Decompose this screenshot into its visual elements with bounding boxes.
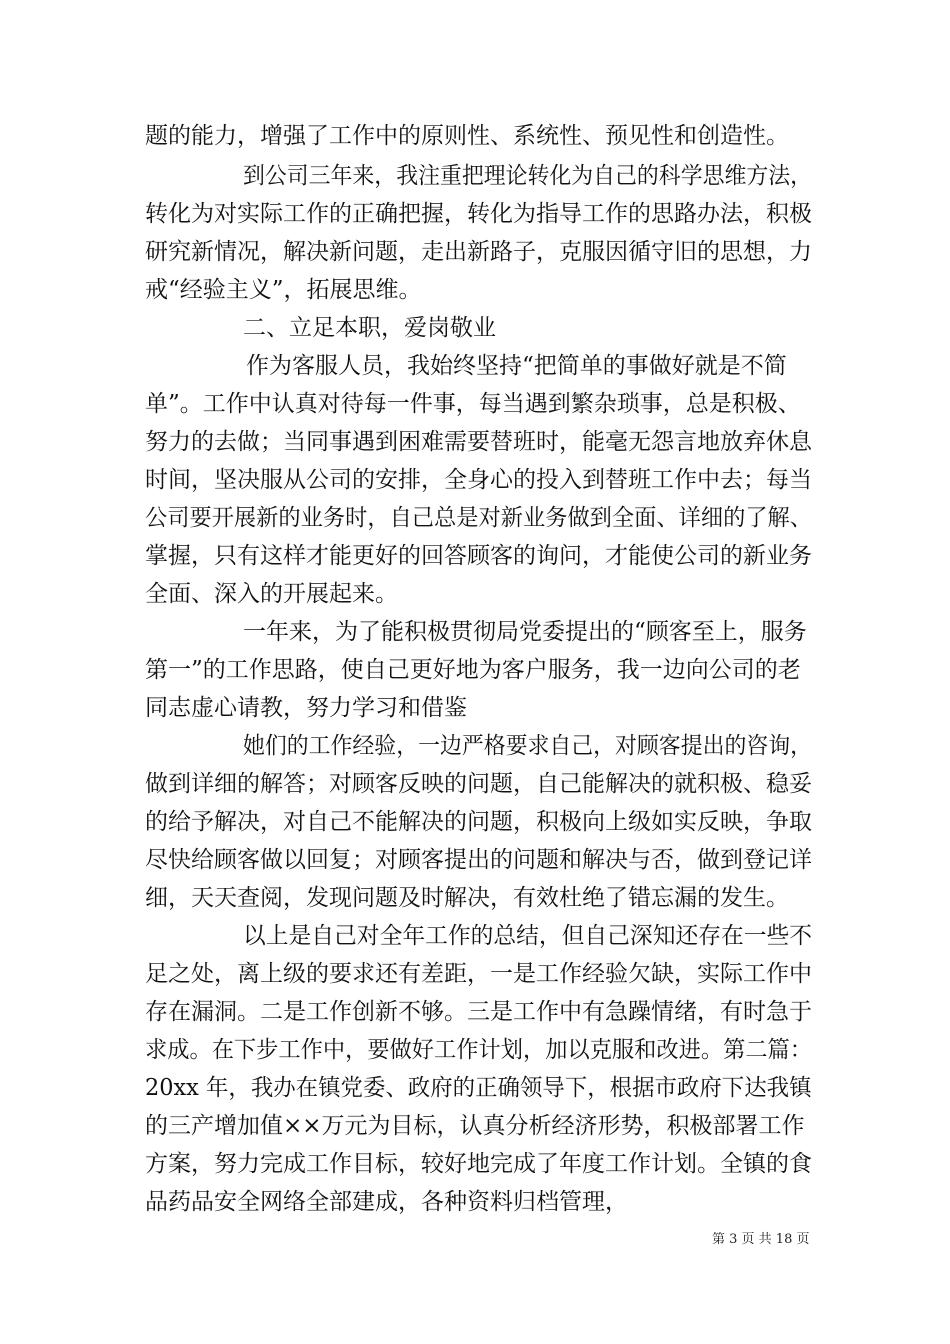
text-line: 单”。工作中认真对待每一件事，每当遇到繁杂琐事，总是积极、 [145,391,801,417]
text-line: 以上是自己对全年工作的总结，但自己深知还存在一些不 [243,923,813,949]
text-line: 20xx 年，我办在镇党委、政府的正确领导下，根据市政府下达我镇 [145,1075,812,1101]
text-line: 做到详细的解答；对顾客反映的问题，自己能解决的就积极、稳妥 [145,771,812,797]
page-number-footer: 第 3 页 共 18 页 [712,1232,810,1247]
text-line: 时间，坚决服从公司的安排，全身心的投入到替班工作中去；每当 [145,467,812,493]
text-line: 的给予解决，对自己不能解决的问题，积极向上级如实反映，争取 [145,809,812,835]
text-line: 求成。在下步工作中，要做好工作计划，加以克服和改进。第二篇： [145,1037,813,1063]
text-line: 她们的工作经验，一边严格要求自己，对顾客提出的咨询， [243,733,812,759]
text-line: 的三产增加值××万元为目标，认真分析经济形势，积极部署工作 [145,1113,805,1139]
text-line: 细，天天查阅，发现问题及时解决，有效杜绝了错忘漏的发生。 [145,885,789,911]
section-heading: 二、立足本职，爱岗敬业 [243,315,496,341]
text-line: 到公司三年来，我注重把理论转化为自己的科学思维方法， [243,163,812,189]
text-line: 存在漏洞。二是工作创新不够。三是工作中有急躁情绪，有时急于 [145,999,812,1025]
text-line: 公司要开展新的业务时，自己总是对新业务做到全面、详细的了解、 [145,505,813,531]
text-line: 品药品安全网络全部建成，各种资料归档管理， [145,1189,628,1215]
text-line: 题的能力，增强了工作中的原则性、系统性、预见性和创造性。 [145,123,789,149]
text-line: 尽快给顾客做以回复；对顾客提出的问题和解决与否，做到登记详 [145,847,812,873]
text-line: 足之处，离上级的要求还有差距，一是工作经验欠缺，实际工作中 [145,961,812,987]
text-line: 全面、深入的开展起来。 [145,581,398,607]
text-line: 方案，努力完成工作目标，较好地完成了年度工作计划。全镇的食 [145,1151,812,1177]
text-line: 转化为对实际工作的正确把握，转化为指导工作的思路办法，积极 [145,201,812,227]
text-line: 第一”的工作思路，使自己更好地为客户服务，我一边向公司的老 [145,657,801,683]
text-line: 同志虚心请教，努力学习和借鉴 [145,695,467,721]
text-line: 戒“经验主义”，拓展思维。 [145,277,422,303]
text-line: 作为客服人员，我始终坚持“把简单的事做好就是不简 [246,353,787,379]
text-line: 研究新情况，解决新问题，走出新路子，克服因循守旧的思想，力 [145,239,812,265]
text-line: 一年来，为了能积极贯彻局党委提出的“顾客至上，服务 [243,619,807,645]
text-line: 掌握，只有这样才能更好的回答顾客的询问，才能使公司的新业务 [145,543,812,569]
text-line: 努力的去做；当同事遇到困难需要替班时，能毫无怨言地放弃休息 [145,429,812,455]
